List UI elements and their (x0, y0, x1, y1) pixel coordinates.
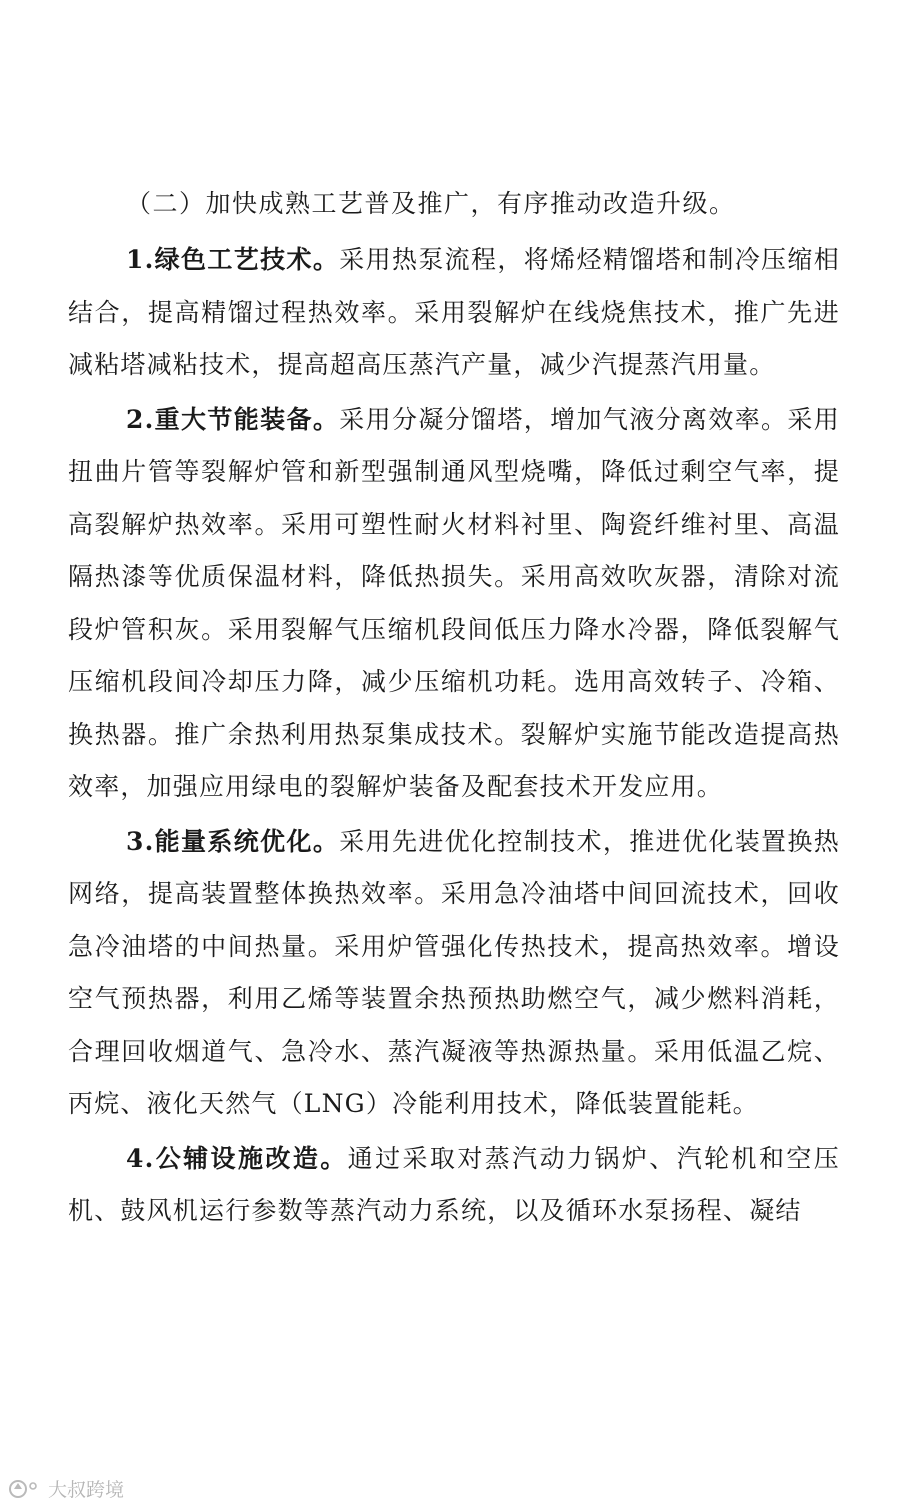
watermark-text: 大叔跨境 (48, 1479, 125, 1501)
paragraph-body: 通过采取对蒸汽动力锅炉、汽轮机和空压机、鼓风机运行参数等蒸汽动力系统，以及循环水泵扬程、凝结 (68, 1143, 840, 1225)
paragraph-lead: 2.重大节能装备。 (126, 404, 340, 434)
paragraph-body: 采用分凝分馏塔，增加气液分离效率。采用扭曲片管等裂解炉管和新型强制通风型烧嘴，降低过剩空气率，提高裂解炉热效率。采用可塑性耐火材料衬里、陶瓷纤维衬里、高温隔热漆等优质保温材料，降低热损失。采用高效吹灰器，清除对流段炉管积灰。采用裂解气压缩机段间低压力降水冷器，降低裂解气压缩机段间冷却压力降，减少压缩机功耗。选用高效转子、冷箱、换热器。推广余热利用热泵集成技术。裂解炉实施节能改造提高热效率，加强应用绿电的裂解炉装备及配套技术开发应用。 (68, 404, 840, 801)
paragraph-body: 采用热泵流程，将烯烃精馏塔和制冷压缩相结合，提高精馏过程热效率。采用裂解炉在线烧焦技术，推广先进减粘塔减粘技术，提高超高压蒸汽产量，减少汽提蒸汽用量。 (68, 245, 840, 379)
paragraph-lead: 1.绿色工艺技术。 (126, 245, 340, 274)
paragraph-energy-equipment (68, 394, 840, 814)
paragraph-green-process (68, 234, 840, 392)
document-page (68, 178, 840, 1240)
paragraph-utility-facilities (68, 1133, 840, 1238)
paragraph-lead: 4.公辅设施改造。 (126, 1143, 348, 1173)
paragraph-energy-system (68, 816, 840, 1131)
paragraph-body: 采用先进优化控制技术，推进优化装置换热网络，提高装置整体换热效率。采用急冷油塔中间回流技术，回收急冷油塔的中间热量。采用炉管强化传热技术，提高热效率。增设空气预热器，利用乙烯等装置余热预热助燃空气，减少燃料消耗，合理回收烟道气、急冷水、蒸汽凝液等热源热量。采用低温乙烷、丙烷、液化天然气（LNG）冷能利用技术，降低装置能耗。 (68, 826, 840, 1118)
section-heading: （二）加快成熟工艺普及推广，有序推动改造升级。 (126, 189, 736, 218)
watermark (8, 1475, 124, 1502)
paragraph-lead: 3.能量系统优化。 (126, 826, 340, 856)
watermark-logo-icon (8, 1477, 42, 1501)
